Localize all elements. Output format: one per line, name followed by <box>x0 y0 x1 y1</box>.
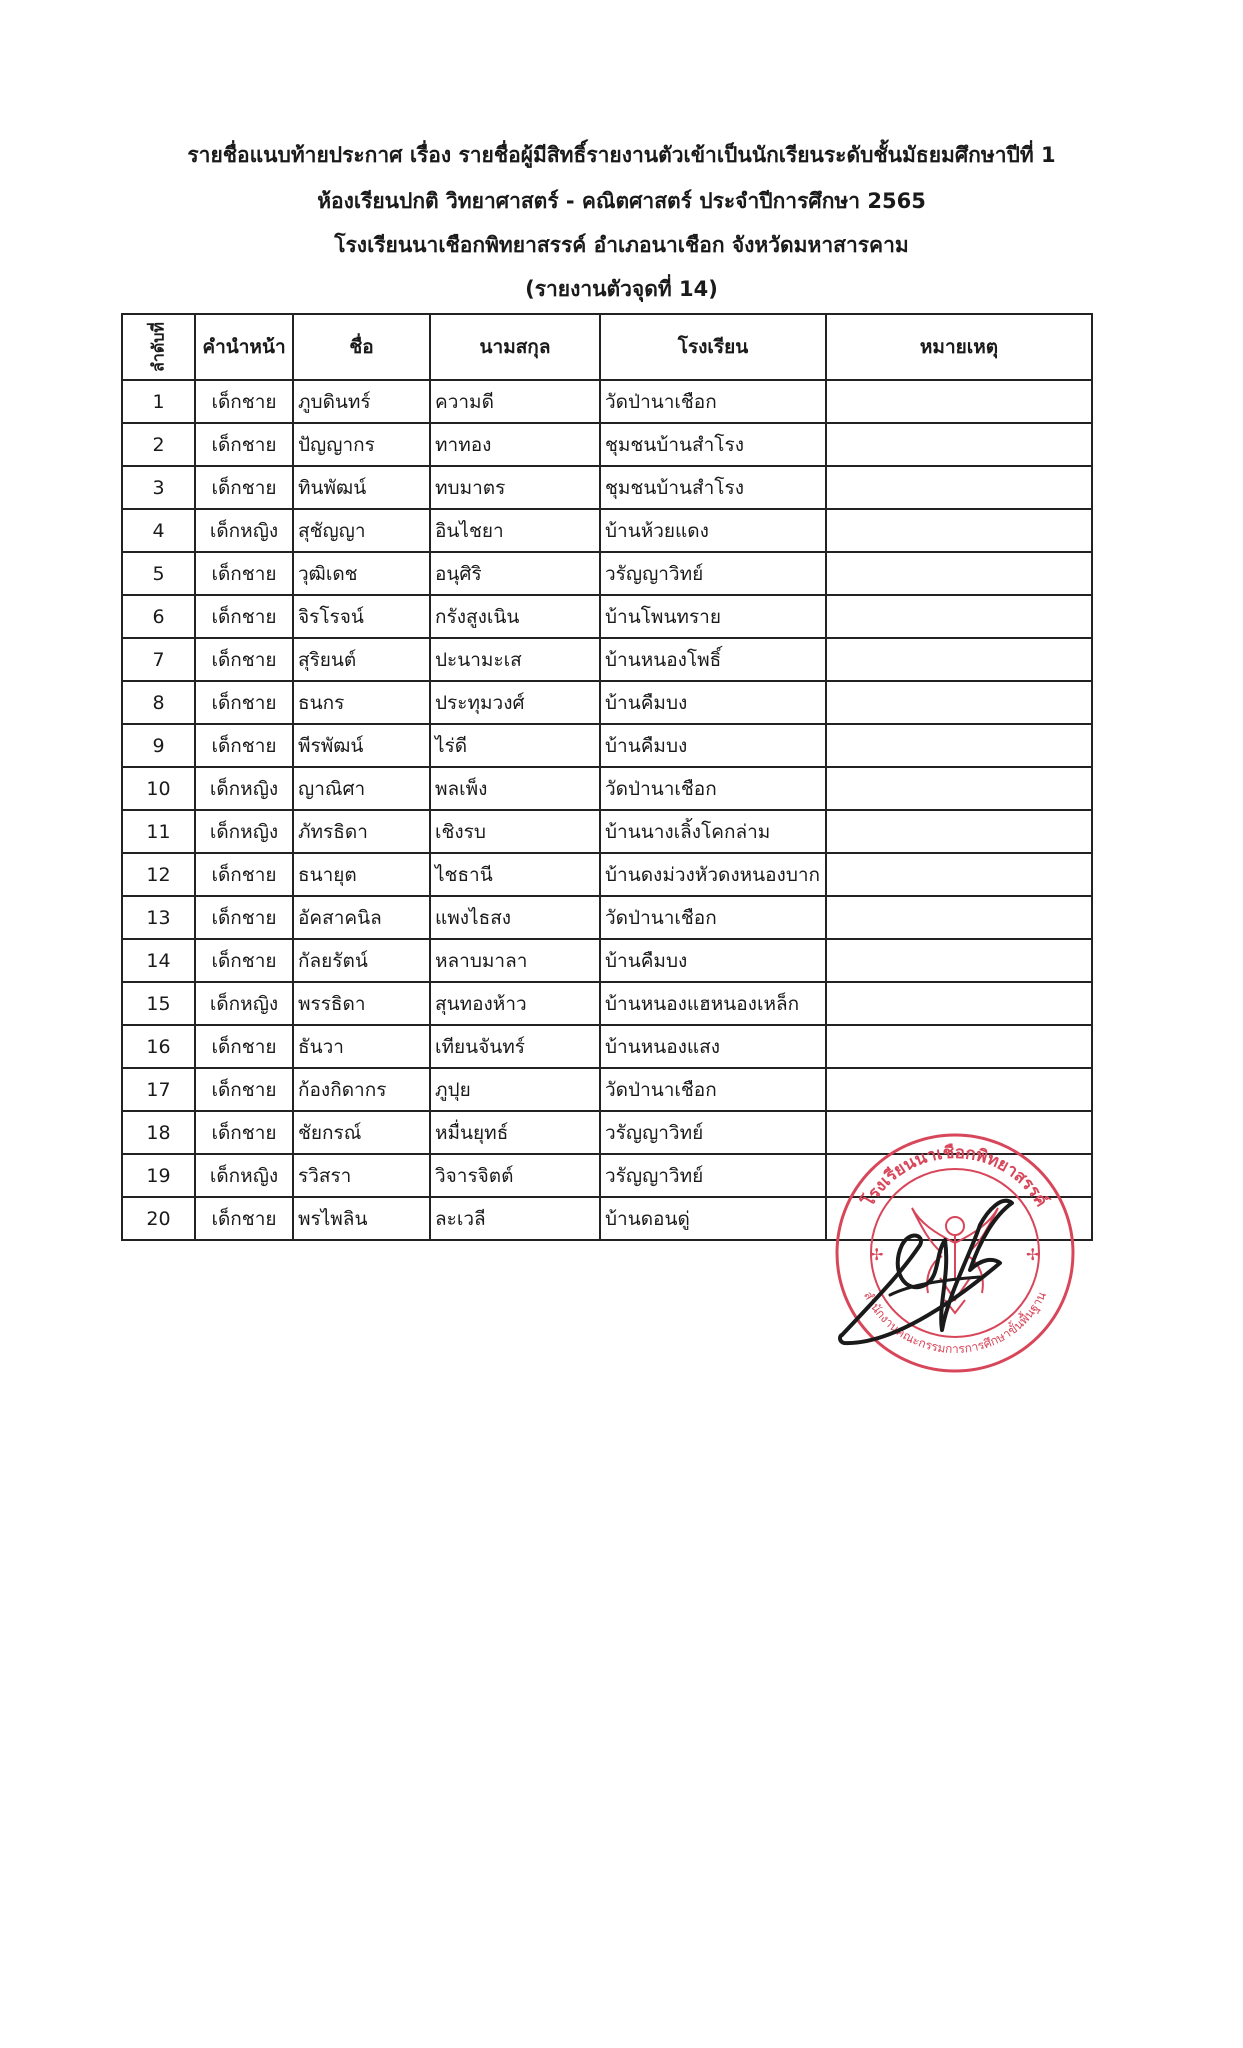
cell-school: วัดป่านาเชือก <box>600 896 826 939</box>
table-row <box>122 724 1092 767</box>
cell-no: 7 <box>122 638 195 681</box>
cell-remark <box>826 896 1092 939</box>
cell-remark <box>826 767 1092 810</box>
cell-title: เด็กชาย <box>195 380 293 423</box>
cell-surname: ความดี <box>430 380 600 423</box>
cell-school: บ้านนางเลิ้งโคกล่าม <box>600 810 826 853</box>
table-row <box>122 982 1092 1025</box>
cell-title: เด็กชาย <box>195 724 293 767</box>
table-row <box>122 509 1092 552</box>
cell-name: อัคสาคนิล <box>293 896 430 939</box>
cell-no: 12 <box>122 853 195 896</box>
cell-name: ธนายุต <box>293 853 430 896</box>
cell-remark <box>826 1025 1092 1068</box>
cell-no: 19 <box>122 1154 195 1197</box>
cell-surname: อนุศิริ <box>430 552 600 595</box>
cell-name: พรไพลิน <box>293 1197 430 1240</box>
cell-no: 9 <box>122 724 195 767</box>
cell-remark <box>826 423 1092 466</box>
cell-school: วรัญญาวิทย์ <box>600 1111 826 1154</box>
cell-no: 3 <box>122 466 195 509</box>
table-row <box>122 1025 1092 1068</box>
cell-no: 1 <box>122 380 195 423</box>
cell-school: ชุมชนบ้านสำโรง <box>600 423 826 466</box>
cell-title: เด็กชาย <box>195 1068 293 1111</box>
column-header-number: ลำดับที่ <box>122 314 195 380</box>
cell-surname: ไชธานี <box>430 853 600 896</box>
cell-surname: วิจารจิตต์ <box>430 1154 600 1197</box>
cell-name: พีรพัฒน์ <box>293 724 430 767</box>
cell-surname: เทียนจันทร์ <box>430 1025 600 1068</box>
cell-remark <box>826 681 1092 724</box>
cell-surname: ทาทอง <box>430 423 600 466</box>
cell-remark <box>826 638 1092 681</box>
table-row <box>122 896 1092 939</box>
table-row <box>122 810 1092 853</box>
cell-title: เด็กชาย <box>195 1025 293 1068</box>
seal-ornament-right-icon: ✢ <box>1026 1245 1040 1264</box>
cell-no: 5 <box>122 552 195 595</box>
cell-surname: สุนทองห้าว <box>430 982 600 1025</box>
cell-name: ก้องกิดากร <box>293 1068 430 1111</box>
cell-surname: ประทุมวงศ์ <box>430 681 600 724</box>
cell-title: เด็กชาย <box>195 681 293 724</box>
cell-school: บ้านหนองแสง <box>600 1025 826 1068</box>
cell-surname: ภูปุย <box>430 1068 600 1111</box>
cell-surname: หลาบมาลา <box>430 939 600 982</box>
cell-remark <box>826 810 1092 853</box>
cell-school: วัดป่านาเชือก <box>600 767 826 810</box>
cell-name: จิรโรจน์ <box>293 595 430 638</box>
cell-no: 16 <box>122 1025 195 1068</box>
table-row <box>122 939 1092 982</box>
cell-no: 20 <box>122 1197 195 1240</box>
column-header-surname: นามสกุล <box>430 314 600 380</box>
table-row <box>122 681 1092 724</box>
cell-no: 4 <box>122 509 195 552</box>
cell-name: ชัยกรณ์ <box>293 1111 430 1154</box>
table-row <box>122 853 1092 896</box>
cell-title: เด็กหญิง <box>195 767 293 810</box>
cell-surname: ละเวลี <box>430 1197 600 1240</box>
table-row <box>122 380 1092 423</box>
cell-school: บ้านโพนทราย <box>600 595 826 638</box>
cell-remark <box>826 380 1092 423</box>
column-header-school: โรงเรียน <box>600 314 826 380</box>
school-location-line: โรงเรียนนาเชือกพิทยาสรรค์ อำเภอนาเชือก จังหวัดมหาสารคาม <box>334 233 909 257</box>
cell-name: สุริยนต์ <box>293 638 430 681</box>
table-row <box>122 423 1092 466</box>
cell-surname: อินไชยา <box>430 509 600 552</box>
cell-title: เด็กหญิง <box>195 810 293 853</box>
table-row <box>122 1068 1092 1111</box>
table-body <box>122 380 1092 1240</box>
announcement-title: รายชื่อแนบท้ายประกาศ เรื่อง รายชื่อผู้มีสิทธิ์รายงานตัวเข้าเป็นนักเรียนระดับชั้นมัธยมศึกษาปีที่ 1 <box>187 143 1056 167</box>
cell-school: บ้านห้วยแดง <box>600 509 826 552</box>
class-program-line: ห้องเรียนปกติ วิทยาศาสตร์ - คณิตศาสตร์ ประจำปีการศึกษา 2565 <box>317 189 926 213</box>
cell-name: ปัญญากร <box>293 423 430 466</box>
column-header-remark: หมายเหตุ <box>826 314 1092 380</box>
cell-school: บ้านคืมบง <box>600 681 826 724</box>
seal-text-top: โรงเรียนนาเชือกพิทยาสรรค์ <box>858 1142 1052 1211</box>
table-row <box>122 552 1092 595</box>
cell-title: เด็กชาย <box>195 552 293 595</box>
seal-ornament-left-icon: ✢ <box>870 1245 884 1264</box>
table-header-row <box>122 314 1092 380</box>
cell-school: บ้านคืมบง <box>600 939 826 982</box>
cell-title: เด็กหญิง <box>195 982 293 1025</box>
cell-no: 11 <box>122 810 195 853</box>
cell-no: 6 <box>122 595 195 638</box>
cell-school: บ้านคืมบง <box>600 724 826 767</box>
student-roster-table <box>121 313 1093 1241</box>
cell-title: เด็กชาย <box>195 466 293 509</box>
cell-title: เด็กหญิง <box>195 1154 293 1197</box>
cell-title: เด็กหญิง <box>195 509 293 552</box>
cell-no: 8 <box>122 681 195 724</box>
cell-title: เด็กชาย <box>195 939 293 982</box>
cell-school: บ้านหนองแฮหนองเหล็ก <box>600 982 826 1025</box>
cell-name: ภัทรธิดา <box>293 810 430 853</box>
cell-name: รวิสรา <box>293 1154 430 1197</box>
cell-remark <box>826 509 1092 552</box>
cell-remark <box>826 1068 1092 1111</box>
cell-school: วัดป่านาเชือก <box>600 380 826 423</box>
cell-remark <box>826 982 1092 1025</box>
cell-surname: พลเพ็ง <box>430 767 600 810</box>
cell-name: ธนกร <box>293 681 430 724</box>
seal-text-bottom: สำนักงานคณะกรรมการการศึกษาขั้นพื้นฐาน <box>861 1289 1049 1357</box>
cell-title: เด็กชาย <box>195 638 293 681</box>
cell-surname: เชิงรบ <box>430 810 600 853</box>
table-row <box>122 638 1092 681</box>
cell-school: บ้านหนองโพธิ์ <box>600 638 826 681</box>
cell-name: สุชัญญา <box>293 509 430 552</box>
column-header-title: คำนำหน้า <box>195 314 293 380</box>
cell-remark <box>826 939 1092 982</box>
cell-title: เด็กชาย <box>195 1197 293 1240</box>
cell-remark <box>826 853 1092 896</box>
cell-school: ชุมชนบ้านสำโรง <box>600 466 826 509</box>
signature <box>830 1185 1020 1355</box>
cell-remark <box>826 466 1092 509</box>
cell-title: เด็กชาย <box>195 896 293 939</box>
cell-surname: ปะนามะเส <box>430 638 600 681</box>
cell-name: ภูบดินทร์ <box>293 380 430 423</box>
report-point-line: (รายงานตัวจุดที่ 14) <box>525 277 718 301</box>
cell-no: 18 <box>122 1111 195 1154</box>
cell-school: บ้านดอนดู่ <box>600 1197 826 1240</box>
cell-name: กัลยรัตน์ <box>293 939 430 982</box>
cell-no: 13 <box>122 896 195 939</box>
cell-remark <box>826 595 1092 638</box>
cell-title: เด็กชาย <box>195 853 293 896</box>
cell-school: บ้านดงม่วงหัวดงหนองบาก <box>600 853 826 896</box>
cell-surname: ทบมาตร <box>430 466 600 509</box>
cell-no: 10 <box>122 767 195 810</box>
cell-school: วัดป่านาเชือก <box>600 1068 826 1111</box>
cell-school: วรัญญาวิทย์ <box>600 1154 826 1197</box>
cell-title: เด็กชาย <box>195 1111 293 1154</box>
cell-surname: ไร่ดี <box>430 724 600 767</box>
table-row <box>122 595 1092 638</box>
cell-title: เด็กชาย <box>195 423 293 466</box>
cell-school: วรัญญาวิทย์ <box>600 552 826 595</box>
cell-name: ทินพัฒน์ <box>293 466 430 509</box>
cell-title: เด็กชาย <box>195 595 293 638</box>
cell-name: วุฒิเดช <box>293 552 430 595</box>
cell-remark <box>826 552 1092 595</box>
cell-surname: หมื่นยุทธ์ <box>430 1111 600 1154</box>
table-row <box>122 466 1092 509</box>
cell-no: 17 <box>122 1068 195 1111</box>
cell-name: พรรธิดา <box>293 982 430 1025</box>
cell-name: ธันวา <box>293 1025 430 1068</box>
column-header-name: ชื่อ <box>293 314 430 380</box>
cell-no: 14 <box>122 939 195 982</box>
cell-surname: กรังสูงเนิน <box>430 595 600 638</box>
cell-remark <box>826 724 1092 767</box>
cell-surname: แพงไธสง <box>430 896 600 939</box>
cell-name: ญาณิศา <box>293 767 430 810</box>
cell-no: 2 <box>122 423 195 466</box>
cell-no: 15 <box>122 982 195 1025</box>
signature-stroke <box>840 1201 1012 1343</box>
table-row <box>122 767 1092 810</box>
